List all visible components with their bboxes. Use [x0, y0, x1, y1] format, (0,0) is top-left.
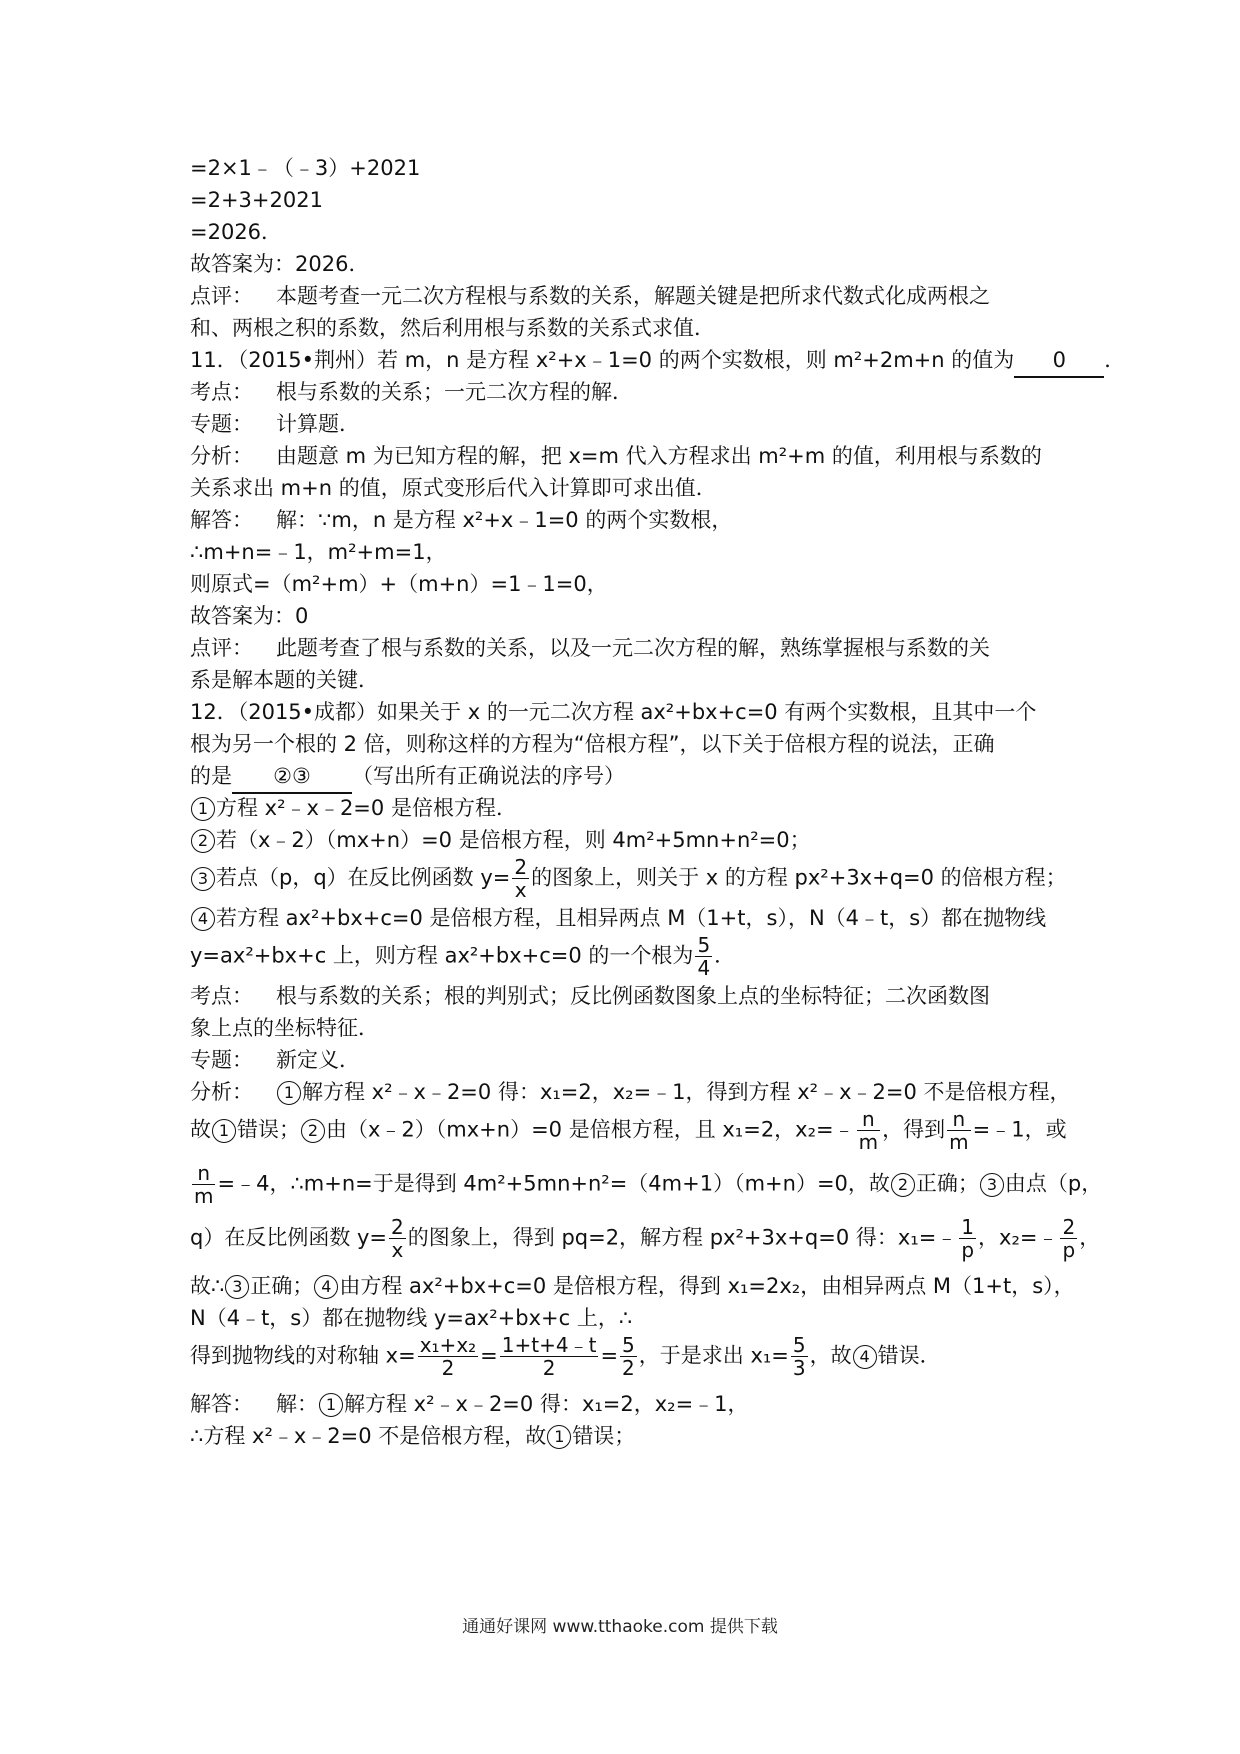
fraction-numerator: 2 — [1062, 1215, 1076, 1239]
fraction-numerator: 2 — [514, 855, 528, 879]
option-2 — [190, 824, 1070, 856]
question-text: （写出所有正确说法的序号） — [352, 764, 625, 788]
analysis-text: 由题意 m 为已知方程的解，把 x=m 代入方程求出 m²+m 的值，利用根与系数的 — [276, 444, 1042, 468]
comment-label: 点评： — [190, 284, 253, 308]
text-span: 故∴ — [190, 1274, 225, 1298]
fraction-denominator: 3 — [792, 1356, 806, 1380]
fraction-numerator: 2 — [391, 1215, 404, 1239]
solution-line — [190, 1388, 1070, 1420]
text-line — [190, 1161, 1103, 1216]
page-footer: 通通好课网 www.tthaoke.com 提供下载 — [462, 1617, 778, 1637]
fraction — [695, 934, 712, 979]
comment-label: 点评： — [190, 636, 253, 660]
comment-text: 本题考查一元二次方程根与系数的关系，解题关键是把所求代数式化成两根之 — [276, 284, 990, 308]
text-span: 错误； — [572, 1424, 636, 1448]
circled-number-1: 1 — [191, 797, 215, 821]
text-span: 由点（p， — [1004, 1171, 1103, 1196]
analysis-text: 解方程 x²﹣x﹣2=0 得：x₁=2，x₂=﹣1，得到方程 x²﹣x﹣2=0 不是倍根方程， — [302, 1080, 1071, 1104]
text-span: ，故 — [809, 1343, 852, 1368]
circled-number-1: 1 — [547, 1425, 571, 1449]
fraction-numerator: 5 — [697, 933, 711, 957]
circled-number-1: 1 — [319, 1393, 343, 1417]
fraction — [500, 1334, 599, 1379]
text-line: 则原式=（m²+m）+（m+n）=1﹣1=0， — [190, 572, 608, 596]
fraction-denominator: 2 — [542, 1356, 556, 1380]
topic-label: 考点： — [190, 984, 253, 1008]
fraction — [512, 856, 529, 901]
text-span: 正确； — [915, 1171, 979, 1196]
fraction-denominator: x — [514, 878, 527, 902]
fraction — [791, 1334, 808, 1379]
text-span: 错误． — [877, 1343, 941, 1368]
circled-number-2: 2 — [891, 1173, 915, 1197]
circled-number-2: 2 — [301, 1119, 325, 1143]
text-line: 关系求出 m+n 的值，原式变形后代入计算即可求出值． — [190, 476, 717, 500]
option-text: 若方程 ax²+bx+c=0 是倍根方程，且相异两点 M（1+t，s），N（4﹣t，s）都在抛物线 — [216, 906, 1047, 930]
circled-number-2: 2 — [191, 829, 215, 853]
text-line — [190, 1108, 1070, 1162]
text-span: = — [480, 1343, 498, 1368]
topic-line — [190, 376, 1070, 408]
fraction-denominator: m — [949, 1130, 969, 1154]
text-span: =﹣1，或 — [972, 1117, 1067, 1142]
document-body — [190, 152, 1126, 1452]
topic-line — [190, 980, 1070, 1012]
circled-number-4: 4 — [314, 1275, 338, 1299]
text-line — [190, 1334, 1070, 1388]
text-line: 象上点的坐标特征． — [190, 1016, 379, 1040]
text-span: ， — [1079, 1225, 1101, 1250]
circled-number-3: 3 — [225, 1275, 249, 1299]
fraction-denominator: m — [194, 1184, 214, 1208]
text-line: =2+3+2021 — [190, 188, 323, 212]
special-text: 计算题． — [276, 412, 360, 436]
text-line: =2026． — [190, 220, 283, 244]
text-span: = — [600, 1343, 619, 1368]
circled-number-1: 1 — [277, 1081, 301, 1105]
question-end: ． — [1104, 348, 1126, 372]
fraction-denominator: 2 — [441, 1356, 455, 1380]
text-line — [190, 760, 1070, 792]
special-label: 专题： — [190, 1048, 253, 1072]
text-line: y=ax²+bx+c 上，则方程 ax²+bx+c=0 的一个根为 $\frac{5}{4}$ ． — [190, 933, 736, 980]
text-span: q）在反比例函数 y= — [190, 1225, 388, 1250]
fraction-numerator: 5 — [792, 1333, 806, 1357]
fraction-denominator: p — [961, 1238, 975, 1262]
circled-number-3: 3 — [191, 867, 215, 891]
fraction-denominator: 2 — [622, 1356, 635, 1380]
question-text: 11．（2015•荆州）若 m，n 是方程 x²+x﹣1=0 的两个实数根，则 m²+2m+n 的值为 — [190, 348, 1015, 372]
text-line: =2×1﹣（﹣3）+2021 — [190, 156, 421, 180]
fraction-numerator: 1+t+4﹣t — [501, 1333, 597, 1357]
text-line: 故答案为：0 — [190, 604, 309, 628]
circled-number-4: 4 — [853, 1345, 877, 1369]
text-span: 由方程 ax²+bx+c=0 是倍根方程，得到 x₁=2x₂，由相异两点 M（1+t，s）， — [339, 1274, 1075, 1298]
text-span: ，x₂=﹣ — [978, 1225, 1059, 1250]
circled-number-4: 4 — [191, 907, 215, 931]
topic-label: 考点： — [190, 380, 253, 404]
fraction — [959, 1216, 976, 1261]
fraction-denominator: 4 — [697, 956, 711, 980]
analysis-label: 分析： — [190, 444, 253, 468]
text-span: ∴方程 x²﹣x﹣2=0 不是倍根方程，故 — [190, 1424, 547, 1448]
answer-blank: 0 — [1014, 344, 1104, 378]
option-text: 方程 x²﹣x﹣2=0 是倍根方程． — [216, 796, 517, 820]
fraction — [947, 1108, 970, 1153]
question-text: 的是 — [190, 764, 232, 788]
analysis-line — [190, 440, 1070, 472]
text-span: 得到抛物线的对称轴 x= — [190, 1343, 416, 1368]
solution-label: 解答： — [190, 508, 253, 532]
option-1 — [190, 792, 1070, 824]
text-span: 的图象上，得到 pq=2，解方程 px²+3x+q=0 得：x₁=﹣ — [407, 1225, 958, 1250]
option-3 — [190, 856, 1070, 902]
text-span: 解方程 x²﹣x﹣2=0 得：x₁=2，x₂=﹣1， — [344, 1392, 749, 1416]
fraction — [620, 1334, 637, 1379]
topic-text: 根与系数的关系；一元二次方程的解． — [276, 380, 633, 404]
fraction-denominator: p — [1062, 1238, 1076, 1262]
circled-number-3: 3 — [980, 1173, 1004, 1197]
text-line — [190, 1420, 1070, 1452]
comment-line — [190, 280, 1070, 312]
option-4 — [190, 902, 1070, 934]
option-text: 若点（p，q）在反比例函数 y= — [216, 865, 511, 890]
solution-text: 解：∵m，n 是方程 x²+x﹣1=0 的两个实数根， — [276, 508, 733, 532]
fraction-numerator: x₁+x₂ — [419, 1333, 477, 1357]
text-span: ，于是求出 x₁= — [638, 1343, 789, 1368]
comment-line — [190, 632, 1070, 664]
fraction — [192, 1162, 215, 1207]
circled-number-1: 1 — [212, 1119, 236, 1143]
fraction-numerator: 1 — [961, 1215, 975, 1239]
fraction-denominator: m — [858, 1130, 879, 1154]
text-line: 系是解本题的关键． — [190, 668, 379, 692]
analysis-label: 分析： — [190, 1080, 253, 1104]
text-span: 正确； — [250, 1274, 314, 1298]
fraction-numerator: n — [947, 1108, 970, 1131]
question-11 — [190, 344, 1126, 376]
text-line: 故答案为：2026． — [190, 252, 370, 276]
fraction — [389, 1216, 406, 1261]
option-text: 若（x﹣2）（mx+n）=0 是倍根方程，则 4m²+5mn+n²=0； — [216, 828, 811, 852]
fraction-numerator: n — [192, 1162, 215, 1185]
text-span: ，得到 — [882, 1117, 946, 1142]
special-text: 新定义． — [276, 1048, 360, 1072]
text-span: 错误； — [237, 1117, 300, 1142]
text-span: =﹣4，∴m+n=于是得到 4m²+5mn+n²=（4m+1）（m+n）=0，故 — [217, 1171, 890, 1196]
fraction — [857, 1108, 880, 1153]
text-line: ∴m+n=﹣1，m²+m=1， — [190, 540, 447, 564]
text-line: 和、两根之积的系数，然后利用根与系数的关系式求值． — [190, 316, 715, 340]
special-line — [190, 408, 1070, 440]
fraction — [1060, 1216, 1077, 1261]
text-line: 根为另一个根的 2 倍，则称这样的方程为“倍根方程”，以下关于倍根方程的说法，正确 — [190, 732, 995, 756]
text-span: 由（x﹣2）（mx+n）=0 是倍根方程，且 x₁=2，x₂=﹣ — [326, 1117, 855, 1142]
text-span: 解： — [276, 1392, 318, 1416]
text-line — [190, 1270, 1075, 1302]
option-text: 的图象上，则关于 x 的方程 px²+3x+q=0 的倍根方程； — [531, 865, 1067, 890]
comment-text: 此题考查了根与系数的关系，以及一元二次方程的解，熟练掌握根与系数的关 — [276, 636, 990, 660]
fraction — [418, 1334, 478, 1379]
text-span: 故 — [190, 1117, 211, 1142]
special-line — [190, 1044, 1070, 1076]
solution-label: 解答： — [190, 1392, 253, 1416]
special-label: 专题： — [190, 412, 253, 436]
fraction-numerator: 5 — [622, 1333, 635, 1357]
option-text: y=ax²+bx+c 上，则方程 ax²+bx+c=0 的一个根为 — [190, 943, 694, 968]
solution-line — [190, 504, 1070, 536]
text-line: N（4﹣t，s）都在抛物线 y=ax²+bx+c 上，∴ — [190, 1306, 633, 1330]
topic-text: 根与系数的关系；根的判别式；反比例函数图象上点的坐标特征；二次函数图 — [276, 984, 990, 1008]
fraction-denominator: x — [391, 1238, 404, 1262]
question-12: 12．（2015•成都）如果关于 x 的一元二次方程 ax²+bx+c=0 有两个实数根，且其中一个 — [190, 700, 1037, 724]
text-line — [190, 1215, 1101, 1270]
analysis-line — [190, 1076, 1070, 1108]
fraction-numerator: n — [857, 1108, 880, 1131]
answer-blank: ②③ — [232, 760, 352, 794]
